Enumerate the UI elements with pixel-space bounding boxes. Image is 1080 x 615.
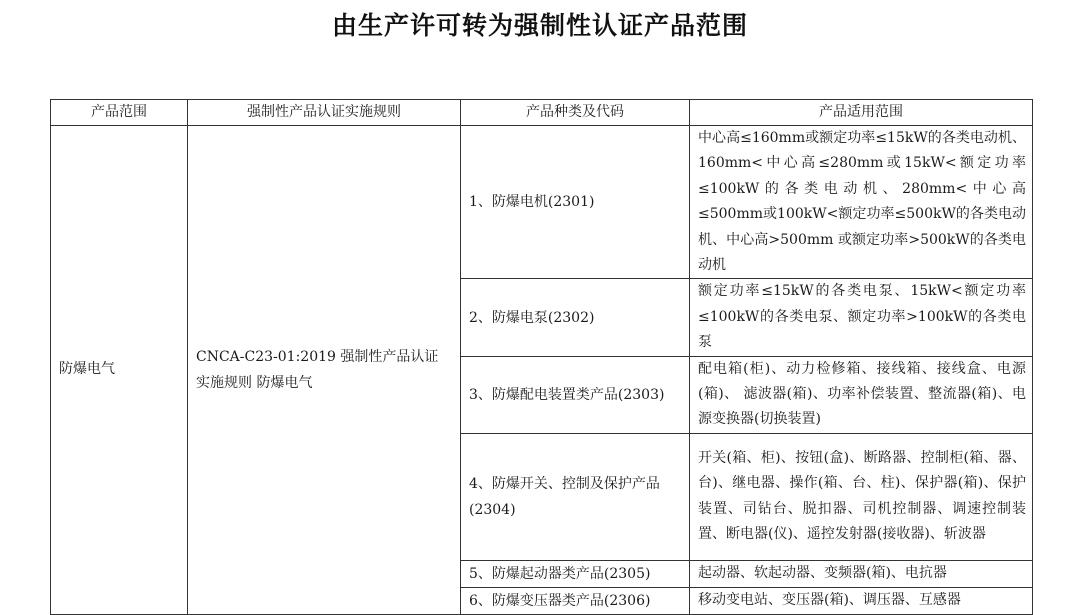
- scope-cell: 起动器、软起动器、变频器(箱)、电抗器: [690, 560, 1033, 587]
- category-cell: 防爆电气: [51, 126, 188, 615]
- kind-cell: 1、防爆电机(2301): [461, 126, 690, 279]
- kind-cell: 6、防爆变压器类产品(2306): [461, 587, 690, 614]
- header-product-kind-code: 产品种类及代码: [461, 100, 690, 126]
- header-applicable-scope: 产品适用范围: [690, 100, 1033, 126]
- page-title: 由生产许可转为强制性认证产品范围: [331, 11, 748, 40]
- table-header-row: [51, 100, 1033, 126]
- table-row: [51, 126, 1033, 279]
- certification-scope-table: [50, 99, 1033, 615]
- scope-cell: 开关(箱、柜)、按钮(盒)、断路器、控制柜(箱、器、台)、继电器、操作(箱、台、柱)、保护器(箱)、保护装置、司钻台、脱扣器、司机控制器、调速控制装置、断电器(仪)、遥控发射器(接收器)、斩波器: [690, 433, 1033, 560]
- kind-cell: 5、防爆起动器类产品(2305): [461, 560, 690, 587]
- rule-cell: CNCA-C23-01:2019 强制性产品认证实施规则 防爆电气: [188, 126, 461, 615]
- kind-cell: 4、防爆开关、控制及保护产品(2304): [461, 433, 690, 560]
- header-product-scope: 产品范围: [51, 100, 188, 126]
- header-certification-rule: 强制性产品认证实施规则: [188, 100, 461, 126]
- kind-cell: 2、防爆电泵(2302): [461, 279, 690, 356]
- scope-cell: 配电箱(柜)、动力检修箱、接线箱、接线盒、电源(箱)、 滤波器(箱)、功率补偿装置、整流器(箱)、电源变换器(切换装置): [690, 356, 1033, 433]
- scope-cell: 额定功率≤15kW的各类电泵、15kW<额定功率≤100kW的各类电泵、额定功率>100kW的各类电泵: [690, 279, 1033, 356]
- kind-cell: 3、防爆配电装置类产品(2303): [461, 356, 690, 433]
- scope-cell: 中心高≤160mm或额定功率≤15kW的各类电动机、160mm<中心高≤280mm或15kW<额定功率≤100kW的各类电动机、280mm<中心高≤500mm或100kW<额定功率≤500kW的各类电动机、中心高>500mm 或额定功率>500kW的各类电动机: [690, 126, 1033, 279]
- scope-cell: 移动变电站、变压器(箱)、调压器、互感器: [690, 587, 1033, 614]
